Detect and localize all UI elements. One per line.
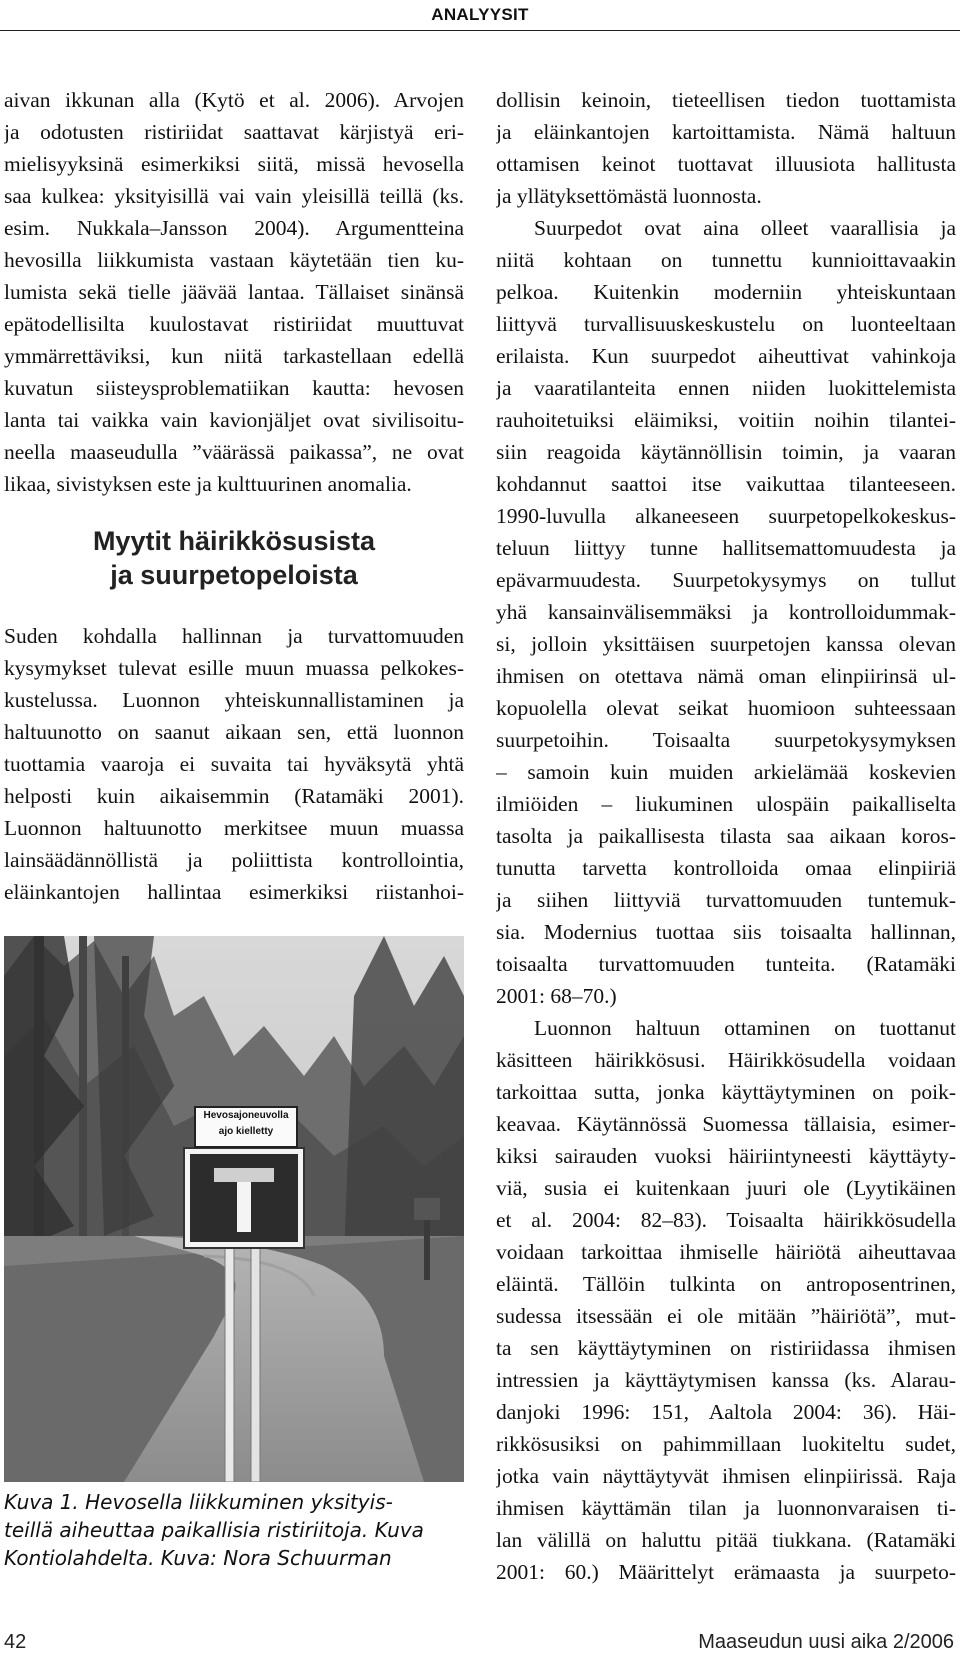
text-line: kustelussa. Luonnon yhteiskunnallistaminen ja: [4, 688, 464, 712]
text-line: saa kulkea: yksityisillä vai vain yleisillä teillä (ks.: [4, 184, 464, 208]
text-line: Suden kohdalla hallinnan ja turvattomuuden: [4, 624, 464, 648]
text-line: sia. Modernius tuottaa siis toisaalta hallinnan,: [496, 920, 956, 944]
text-line: haltuunotto on saanut aikaan sen, että luonnon: [4, 720, 464, 744]
photo-illustration: [4, 936, 464, 1482]
page-header: [0, 0, 960, 31]
text-line: aivan ikkunan alla (Kytö et al. 2006). Arvojen: [4, 88, 464, 112]
text-line: epätodellisilta kuulostavat ristiriidat muuttuvat: [4, 312, 464, 336]
text-line: ilmiöiden – liukuminen ulospäin paikalliselta: [496, 792, 956, 816]
figure-caption: [4, 1488, 464, 1572]
text-line: ottamisen keinot tuottavat illuusiota hallitusta: [496, 152, 956, 176]
right-column-text: [496, 84, 956, 1588]
road-sign-text: [194, 1106, 298, 1148]
text-line: voidaan tarkoittaa ihmiselle häiriötä aiheuttavaa: [496, 1240, 956, 1264]
text-line: Suurpedot ovat aina olleet vaarallisia ja: [534, 216, 956, 240]
text-line: kohdannut saattoi itse vaikuttaa tilanteeseen.: [496, 472, 956, 496]
text-line: neella maaseudulla ”väärässä paikassa”, ne ovat: [4, 440, 464, 464]
text-line: tasolta ja paikallisesta tilasta saa aikaan koros-: [496, 824, 956, 848]
caption-line: Kuva 1. Hevosella liikkuminen yksityis-: [4, 1490, 393, 1514]
text-line: kuvatun siisteysproblematiikan kautta: hevosen: [4, 376, 464, 400]
text-line: hevosilla liikkumista vastaan käytetään tien ku-: [4, 248, 464, 272]
text-line: toisaalta turvattomuuden tunteita. (Ratamäki: [496, 952, 956, 976]
text-line: yhä kansainvälisemmäksi ja kontrolloidummak-: [496, 600, 956, 624]
text-line: niitä kohtaan on tunnettu kunnioittavaakin: [496, 248, 956, 272]
text-line: ja siihen liittyviä turvattomuuden tuntemuk-: [496, 888, 956, 912]
text-line: 1990-luvulla alkaneeseen suurpetopelkokeskus-: [496, 504, 956, 528]
text-line: suurpetoihin. Toisaalta suurpetokysymyksen: [496, 728, 956, 752]
text-line: lumista sekä tielle jäävää lantaa. Tällaiset sinänsä: [4, 280, 464, 304]
road-sign-photo: [4, 936, 464, 1482]
page-number: 42: [4, 1631, 27, 1653]
text-line: ihmisen on otettava nämä oman elinpiirinsä ul-: [496, 664, 956, 688]
caption-line: teillä aiheuttaa paikallisia ristiriitoja. Kuva: [4, 1518, 424, 1542]
text-line: lan välillä on haluttu pitää tiukkana. (Ratamäki: [496, 1528, 956, 1552]
text-line: ihmisen käyttämän tilan ja luonnonvaraisen ti-: [496, 1496, 956, 1520]
text-line: tarkoittaa sutta, jonka käyttäytyminen on poik-: [496, 1080, 956, 1104]
text-line: rikkösusiksi on pahimmillaan luokiteltu sudet,: [496, 1432, 956, 1456]
text-line: erilaista. Kun suurpedot aiheuttivat vahinkoja: [496, 344, 956, 368]
text-line: ja yllätyksettömästä luonnosta.: [496, 184, 762, 208]
text-line: danjoki 1996: 151, Aaltola 2004: 36). Häi-: [496, 1400, 956, 1424]
text-line: si, jolloin yksittäisen suurpetojen kanssa olevan: [496, 632, 956, 656]
text-line: ta sen käyttäytyminen on ristiriidassa ihmisen: [496, 1336, 956, 1360]
text-line: ymmärrettäviksi, kun niitä tarkastellaan edellä: [4, 344, 464, 368]
text-line: eläinkantojen hallintaa esimerkiksi riistanhoi-: [4, 880, 464, 904]
caption-line: Kontiolahdelta. Kuva: Nora Schuurman: [4, 1546, 392, 1570]
heading-line: Myytit häirikkösusista: [92, 526, 376, 556]
journal-name: Maaseudun uusi aika 2/2006: [698, 1631, 954, 1653]
heading-line: ja suurpetopeloista: [110, 560, 358, 590]
text-line: intressien ja käyttäytymisen kanssa (ks. Alarau-: [496, 1368, 956, 1392]
text-line: esim. Nukkala–Jansson 2004). Argumentteina: [4, 216, 464, 240]
text-line: lanta tai vaikka vain kavionjäljet ovat sivilisoitu-: [4, 408, 464, 432]
left-column-text: [4, 84, 464, 500]
text-line: ja odotusten ristiriidat saattavat kärjistyä eri-: [4, 120, 464, 144]
section-heading: [4, 524, 464, 592]
text-line: helposti kuin aikaisemmin (Ratamäki 2001).: [4, 784, 464, 808]
text-line: ja vaaratilanteita ennen niiden luokittelemista: [496, 376, 956, 400]
sign-line: Hevosajoneuvolla: [203, 1110, 289, 1121]
text-line: kysymykset tulevat esille muun muassa pelkokes-: [4, 656, 464, 680]
text-line: liittyvä turvallisuuskeskustelu on luonteeltaan: [496, 312, 956, 336]
text-line: mielisyyksinä esimerkiksi siitä, missä hevosella: [4, 152, 464, 176]
text-line: tunutta tarvetta kontrolloida omaa elinpiiriä: [496, 856, 956, 880]
text-line: pelkoa. Kuitenkin moderniin yhteiskuntaan: [496, 280, 956, 304]
text-line: kopuolella olevat seikat huomioon suhteessaan: [496, 696, 956, 720]
text-line: sudessa itsessään ei ole mitään ”häiriötä”, mut-: [496, 1304, 956, 1328]
text-line: jotka vain näyttäytyvät ihmisen elinpiirissä. Raja: [496, 1464, 956, 1488]
text-line: kiksi sairauden vuoksi häiriintyneesti käyttäyty-: [496, 1144, 956, 1168]
text-line: likaa, sivistyksen este ja kulttuurinen anomalia.: [4, 472, 412, 496]
text-line: keavaa. Käytännössä Suomessa tällaisia, esimer-: [496, 1112, 956, 1136]
left-column-text-after-heading: [4, 620, 464, 908]
text-line: Luonnon haltuun ottaminen on tuottanut: [534, 1016, 956, 1040]
text-line: – samoin kuin muiden arkielämää koskevien: [496, 760, 956, 784]
section-label: ANALYYSIT: [431, 5, 529, 24]
text-line: käsitteen häirikkösusi. Häirikkösudella voidaan: [496, 1048, 956, 1072]
text-line: ja eläinkantojen kartoittamista. Nämä haltuun: [496, 120, 956, 144]
sign-line: ajo kielletty: [218, 1126, 274, 1137]
text-line: 2001: 60.) Määrittelyt erämaasta ja suurpeto-: [496, 1560, 956, 1584]
text-line: teluun liittyy tunne hallitsemattomuudesta ja: [496, 536, 956, 560]
text-line: et al. 2004: 82–83). Toisaalta häirikkösudella: [496, 1208, 956, 1232]
text-line: lainsäädännöllistä ja poliittista kontrollointia,: [4, 848, 464, 872]
text-line: siin reagoida käytännöllisin toimin, ja vaaran: [496, 440, 956, 464]
text-line: eläintä. Tällöin tulkinta on antroposentrinen,: [496, 1272, 956, 1296]
text-line: tuottamia vaaroja ei suvaita tai hyväksytä yhtä: [4, 752, 464, 776]
text-line: viä, susia ei kuitenkaan juuri ole (Lyytikäinen: [496, 1176, 956, 1200]
text-line: epävarmuudesta. Suurpetokysymys on tullut: [496, 568, 956, 592]
text-line: Luonnon haltuunotto merkitsee muun muassa: [4, 816, 464, 840]
text-line: 2001: 68–70.): [496, 984, 617, 1008]
text-line: rauhoitetuiksi eläimiksi, voitiin noihin tilantei-: [496, 408, 956, 432]
text-line: dollisin keinoin, tieteellisen tiedon tuottamista: [496, 88, 956, 112]
